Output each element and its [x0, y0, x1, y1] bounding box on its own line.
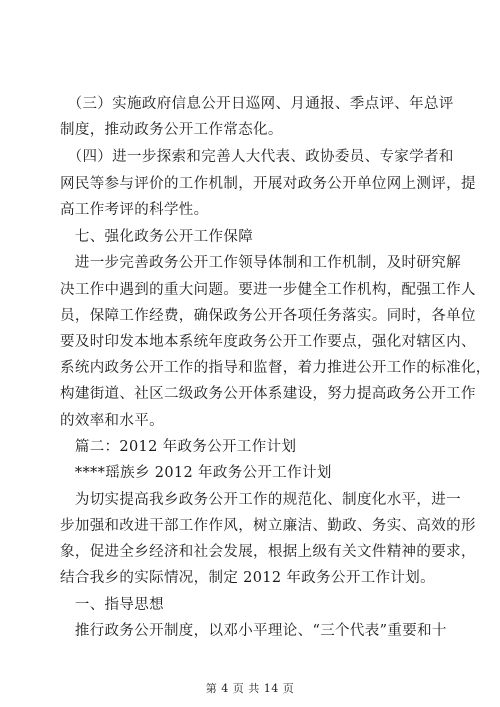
text-line: 推行政务公开制度，以邓小平理论、“三个代表”重要和十	[60, 623, 447, 639]
text-line: 构建街道、社区二级政务公开体系建设，努力提高政务公开工作	[60, 386, 476, 402]
text-line: （三）实施政府信息公开日巡网、月通报、季点评、年总评	[60, 96, 454, 112]
text-line: （四）进一步探索和完善人大代表、政协委员、专家学者和	[60, 149, 454, 165]
text-line: 要及时印发本地本系统年度政务公开工作要点，强化对辖区内、	[60, 334, 476, 350]
text-line: 的效率和水平。	[60, 413, 164, 429]
text-line: 象，促进全乡经济和社会发展，根据上级有关文件精神的要求，	[60, 544, 476, 560]
section-heading: 一、指导思想	[60, 597, 164, 613]
document-title: ****瑶族乡 2012 年政务公开工作计划	[60, 465, 332, 481]
page-number-footer: 第 4 页 共 14 页	[205, 682, 295, 695]
text-line: 制度，推动政务公开工作常态化。	[60, 122, 283, 138]
text-line: 高工作考评的科学性。	[60, 202, 209, 218]
text-line: 网民等参与评价的工作机制，开展对政务公开单位网上测评，提	[60, 176, 476, 192]
text-line: 员，保障工作经费，确保政务公开各项任务落实。同时，各单位	[60, 308, 476, 324]
text-line: 决工作中遇到的重大问题。要进一步健全工作机构，配强工作人	[60, 282, 476, 298]
section-heading: 七、强化政务公开工作保障	[60, 229, 254, 245]
text-line: 为切实提高我乡政务公开工作的规范化、制度化水平，进一	[60, 492, 461, 508]
section-heading: 篇二：2012 年政务公开工作计划	[60, 439, 297, 455]
text-line: 进一步完善政务公开工作领导体制和工作机制，及时研究解	[60, 255, 461, 271]
text-line: 结合我乡的实际情况，制定 2012 年政务公开工作计划。	[60, 570, 435, 586]
text-line: 系统内政务公开工作的指导和监督，着力推进公开工作的标准化，	[60, 360, 491, 376]
text-line: 步加强和改进干部工作作风，树立廉洁、勤政、务实、高效的形	[60, 518, 476, 534]
